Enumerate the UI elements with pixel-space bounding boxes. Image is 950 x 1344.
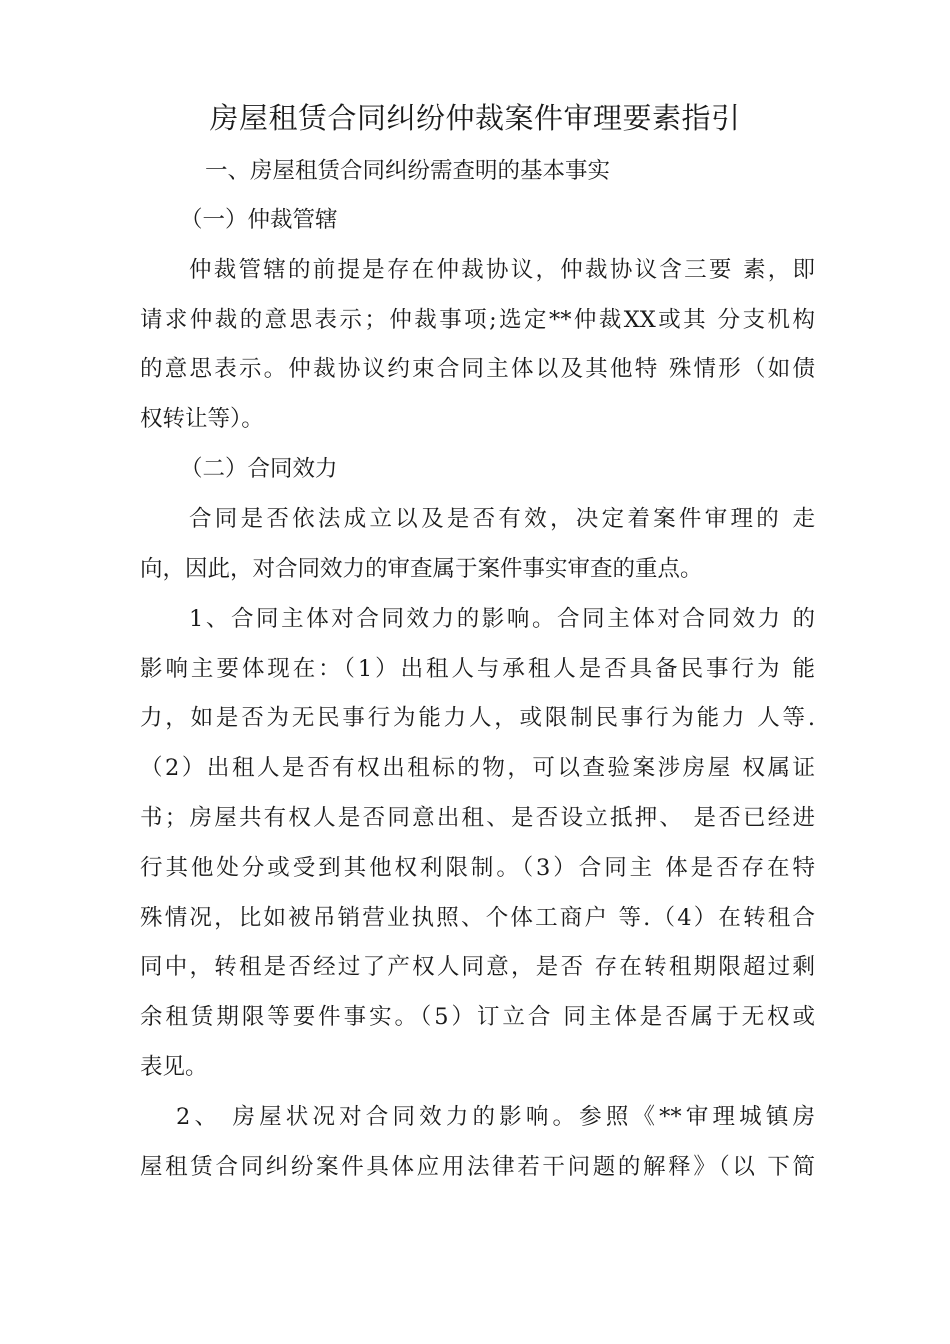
paragraph-line: 仲裁管辖的前提是存在仲裁协议，仲裁协议含三要 素，即 <box>189 257 815 283</box>
paragraph-line: 权转让等）。 <box>140 406 264 432</box>
paragraph-line: 余租赁期限等要件事实。（5）订立合 同主体是否属于无权或 <box>140 1004 815 1030</box>
paragraph-line: 的意思表示。仲裁协议约束合同主体以及其他特 殊情形（如债 <box>140 356 815 382</box>
section-heading-basic-facts: 一、房屋租赁合同纠纷需查明的基本事实 <box>205 158 611 184</box>
paragraph-line: 同中，转租是否经过了产权人同意，是否 存在转租期限超过剩 <box>140 954 815 980</box>
paragraph-line: 殊情况，比如被吊销营业执照、个体工商户 等.（4）在转租合 <box>140 905 815 931</box>
document-title: 房屋租赁合同纠纷仲裁案件审理要素指引 <box>209 101 741 135</box>
subheading-contract-validity: （二）合同效力 <box>180 456 338 482</box>
paragraph-line: 影响主要体现在：（1）出租人与承租人是否具备民事行为 能 <box>140 656 815 682</box>
paragraph-line: 行其他处分或受到其他权利限制。（3）合同主 体是否存在特 <box>140 855 815 881</box>
paragraph-line: 屋租赁合同纠纷案件具体应用法律若干问题的解释》（以 下简 <box>140 1154 815 1180</box>
paragraph-line: 合同是否依法成立以及是否有效，决定着案件审理的 走 <box>189 506 815 532</box>
paragraph-line: 书；房屋共有权人是否同意出租、是否设立抵押、 是否已经进 <box>140 805 815 831</box>
paragraph-line: 2、 房屋状况对合同效力的影响。参照《**审理城镇房 <box>176 1104 815 1130</box>
paragraph-line: 1、合同主体对合同效力的影响。合同主体对合同效力 的 <box>189 606 815 632</box>
paragraph-line: 请求仲裁的意思表示；仲裁事项;选定**仲裁XX或其 分支机构 <box>140 307 815 333</box>
paragraph-line: 力，如是否为无民事行为能力人，或限制民事行为能力 人等. <box>140 705 815 731</box>
subheading-arbitration-jurisdiction: （一）仲裁管辖 <box>180 207 338 233</box>
paragraph-line: （2）出租人是否有权出租标的物，可以查验案涉房屋 权属证 <box>140 755 815 781</box>
paragraph-line: 向，因此，对合同效力的审查属于案件事实审查的重点。 <box>140 556 703 582</box>
paragraph-line: 表见。 <box>140 1054 208 1080</box>
